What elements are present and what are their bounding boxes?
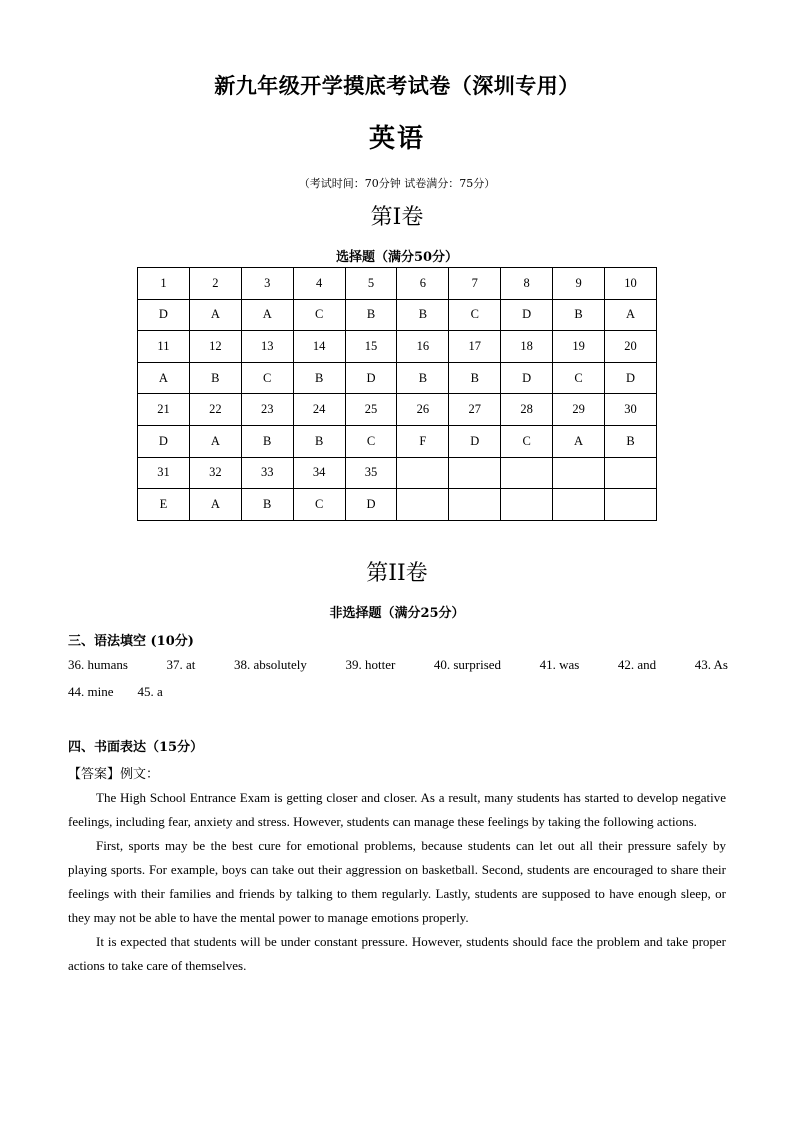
grammar-answer: 41. was [539, 657, 580, 672]
answer-cell: F [397, 425, 449, 457]
answer-cell: A [189, 425, 241, 457]
answer-cell: A [138, 362, 190, 394]
question-number-row [138, 268, 657, 300]
answer-key-row [138, 425, 657, 457]
question-number-row [138, 457, 657, 489]
essay-paragraph: First, sports may be the best cure for emotional problems, because students can let out all their pressure safely by playing sports. For example, boys can take out their aggression on basketball. Second, students are encouraged to share their feelings with their families and friends by talking to them regularly. Lastly, students are supposed to have enough sleep, or they may not be able to have the mental power to manage emotions properly. [68, 838, 726, 925]
answer-cell: B [241, 425, 293, 457]
answer-cell: B [241, 489, 293, 521]
question-number-cell: 15 [345, 331, 397, 363]
answer-cell: C [553, 362, 605, 394]
question-number-cell: 5 [345, 268, 397, 300]
exam-title: 新九年级开学摸底考试卷（深圳专用） [214, 73, 580, 98]
answer-cell: B [345, 299, 397, 331]
answer-key-row [138, 489, 657, 521]
essay-paragraph: It is expected that students will be under constant pressure. However, students should face the problem and take proper actions to take care of themselves. [68, 934, 726, 973]
writing-heading: 四、书面表达（15分） [68, 740, 204, 755]
answer-cell: D [501, 362, 553, 394]
question-number-cell: 35 [345, 457, 397, 489]
question-number-cell: 8 [501, 268, 553, 300]
answer-cell: A [553, 425, 605, 457]
question-number-cell [501, 457, 553, 489]
question-number-cell: 19 [553, 331, 605, 363]
answer-cell: C [449, 299, 501, 331]
question-number-cell: 11 [138, 331, 190, 363]
question-number-cell: 18 [501, 331, 553, 363]
grammar-answer: 36. humans [68, 657, 128, 672]
answer-cell: B [293, 425, 345, 457]
answer-cell: C [501, 425, 553, 457]
question-number-cell: 31 [138, 457, 190, 489]
choice-section-title: 选择题（满分50分） [335, 250, 459, 265]
answer-cell: C [293, 489, 345, 521]
question-number-cell: 26 [397, 394, 449, 426]
question-number-cell: 25 [345, 394, 397, 426]
answer-table [137, 267, 657, 521]
question-number-row [138, 331, 657, 363]
question-number-cell: 12 [189, 331, 241, 363]
answer-cell: D [138, 425, 190, 457]
question-number-cell: 3 [241, 268, 293, 300]
grammar-answer: 38. absolutely [233, 657, 307, 672]
volume-2-label: 第II卷 [366, 561, 428, 586]
exam-info: （考试时间：70分钟 试卷满分：75分） [298, 177, 496, 190]
answer-cell: D [345, 489, 397, 521]
answer-cell: A [189, 299, 241, 331]
answer-cell: B [449, 362, 501, 394]
question-number-cell: 23 [241, 394, 293, 426]
answer-label: 【答案】例文： [68, 767, 160, 782]
question-number-cell: 32 [189, 457, 241, 489]
answer-cell: E [138, 489, 190, 521]
answer-cell: D [138, 299, 190, 331]
question-number-cell [449, 457, 501, 489]
answer-cell: C [293, 299, 345, 331]
question-number-cell: 9 [553, 268, 605, 300]
answer-cell [605, 489, 657, 521]
grammar-answers-line-1 [68, 657, 728, 673]
question-number-cell: 30 [605, 394, 657, 426]
question-number-cell [397, 457, 449, 489]
question-number-cell: 22 [189, 394, 241, 426]
question-number-cell: 6 [397, 268, 449, 300]
question-number-cell: 2 [189, 268, 241, 300]
question-number-cell: 29 [553, 394, 605, 426]
question-number-cell [605, 457, 657, 489]
question-number-cell: 24 [293, 394, 345, 426]
answer-cell: B [189, 362, 241, 394]
question-number-cell: 13 [241, 331, 293, 363]
question-number-cell: 34 [293, 457, 345, 489]
question-number-cell: 7 [449, 268, 501, 300]
question-number-cell: 21 [138, 394, 190, 426]
question-number-cell: 10 [605, 268, 657, 300]
question-number-cell: 1 [138, 268, 190, 300]
answer-cell [501, 489, 553, 521]
question-number-cell [553, 457, 605, 489]
answer-cell: D [605, 362, 657, 394]
volume-1-label: 第I卷 [370, 205, 424, 230]
answer-cell [449, 489, 501, 521]
answer-cell: A [189, 489, 241, 521]
grammar-answers-line-2 [68, 684, 187, 700]
answer-key-row [138, 362, 657, 394]
question-number-cell: 27 [449, 394, 501, 426]
question-number-cell: 16 [397, 331, 449, 363]
answer-cell: B [293, 362, 345, 394]
essay-paragraph: The High School Entrance Exam is getting closer and closer. As a result, many students has started to develop negative feelings, including fear, anxiety and stress. However, students can manage these feelings by taking the following actions. [68, 790, 726, 829]
grammar-answer: 42. and [617, 657, 657, 672]
answer-cell: B [553, 299, 605, 331]
answer-cell: A [605, 299, 657, 331]
grammar-answer: 40. surprised [433, 657, 502, 672]
question-number-cell: 28 [501, 394, 553, 426]
question-number-row [138, 394, 657, 426]
answer-cell: B [397, 299, 449, 331]
answer-cell: C [345, 425, 397, 457]
grammar-answer: 44. mine [68, 684, 114, 699]
grammar-answer: 43. As [694, 657, 728, 672]
sample-essay [68, 786, 726, 978]
grammar-answer: 45. a [137, 684, 163, 699]
question-number-cell: 17 [449, 331, 501, 363]
grammar-answer: 37. at [166, 657, 196, 672]
question-number-cell: 33 [241, 457, 293, 489]
non-choice-section-title: 非选择题（满分25分） [329, 606, 465, 621]
answer-cell: D [345, 362, 397, 394]
answer-cell: D [501, 299, 553, 331]
answer-cell: D [449, 425, 501, 457]
answer-key-row [138, 299, 657, 331]
question-number-cell: 14 [293, 331, 345, 363]
answer-cell: A [241, 299, 293, 331]
answer-cell: B [605, 425, 657, 457]
answer-cell [553, 489, 605, 521]
grammar-heading: 三、语法填空 (10分) [68, 634, 194, 649]
question-number-cell: 20 [605, 331, 657, 363]
question-number-cell: 4 [293, 268, 345, 300]
answer-cell: C [241, 362, 293, 394]
answer-cell [397, 489, 449, 521]
subject-title: 英语 [368, 124, 425, 154]
answer-cell: B [397, 362, 449, 394]
grammar-answer: 39. hotter [345, 657, 396, 672]
